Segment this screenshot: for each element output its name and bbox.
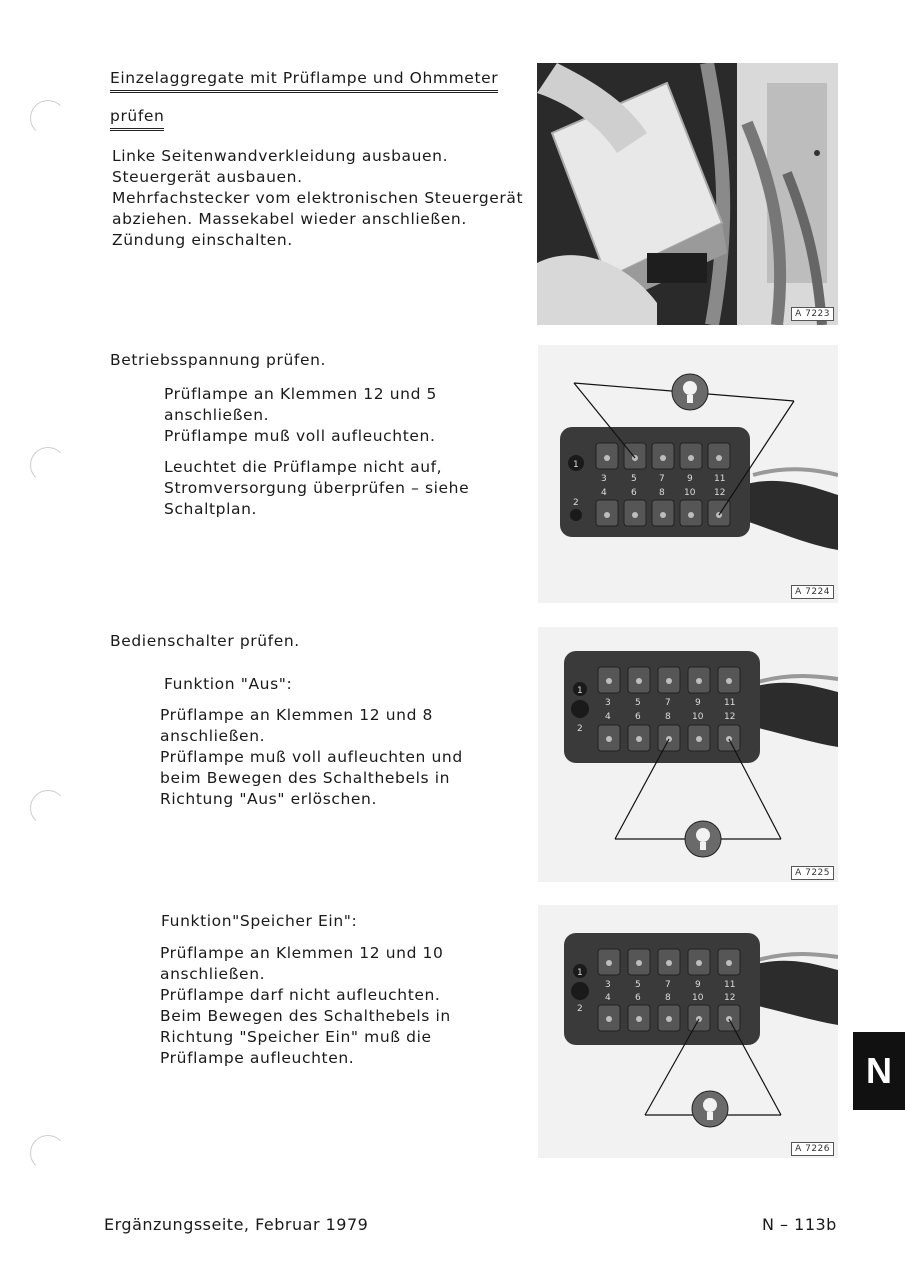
figure-control-unit-photo: [537, 63, 838, 325]
text-line: Leuchtet die Prüflampe nicht auf,: [164, 458, 443, 476]
heading-line-2: prüfen: [110, 106, 164, 131]
section-1-title: Betriebsspannung prüfen.: [110, 351, 327, 369]
connector-diagram: [538, 905, 838, 1158]
terminal-label: 12: [714, 488, 726, 498]
punch-hole-mark: [30, 790, 66, 826]
terminal-label: 3: [605, 980, 611, 990]
figure-label: A 7224: [791, 585, 834, 599]
intro-line: abziehen. Massekabel wieder anschließen.: [112, 210, 467, 228]
figure-connector-test-12-10: [538, 905, 838, 1158]
terminal-label: 9: [687, 474, 693, 484]
terminal-label: 3: [601, 474, 607, 484]
terminal-label: 3: [605, 698, 611, 708]
text-line: anschließen.: [160, 727, 266, 745]
terminal-label: 4: [605, 993, 611, 1003]
text-line: Schaltplan.: [164, 500, 258, 518]
terminal-label: 7: [665, 980, 671, 990]
terminal-label: 2: [573, 498, 579, 508]
heading-line-1: Einzelaggregate mit Prüflampe und Ohmmeter: [110, 68, 498, 93]
figure-label: A 7226: [791, 1142, 834, 1156]
connector-diagram: [538, 345, 838, 603]
figure-label: A 7223: [791, 307, 834, 321]
figure-connector-test-12-5: [538, 345, 838, 603]
terminal-label: 7: [665, 698, 671, 708]
terminal-label: 5: [631, 474, 637, 484]
text-line: Beim Bewegen des Schalthebels in: [160, 1007, 451, 1025]
intro-line: Steuergerät ausbauen.: [112, 168, 303, 186]
intro-line: Mehrfachstecker vom elektronischen Steuergerät: [112, 189, 524, 207]
footer-page-number: N – 113b: [762, 1215, 837, 1234]
text-line: anschließen.: [160, 965, 266, 983]
terminal-label: 6: [631, 488, 637, 498]
text-line: Richtung "Aus" erlöschen.: [160, 790, 378, 808]
text-line: beim Bewegen des Schalthebels in: [160, 769, 451, 787]
terminal-label: 8: [659, 488, 665, 498]
punch-hole-mark: [30, 447, 66, 483]
terminal-label: 4: [605, 712, 611, 722]
terminal-label: 9: [695, 980, 701, 990]
intro-paragraph: [112, 146, 523, 251]
terminal-label: 8: [665, 993, 671, 1003]
function-aus-title: Funktion "Aus":: [164, 675, 293, 693]
control-unit-photo-illustration: [537, 63, 838, 325]
text-line: anschließen.: [164, 406, 270, 424]
text-line: Prüflampe muß voll aufleuchten und: [160, 748, 463, 766]
terminal-label: 10: [692, 993, 704, 1003]
terminal-label: 11: [714, 474, 726, 484]
terminal-label: 11: [724, 698, 736, 708]
terminal-label: 5: [635, 698, 641, 708]
text-line: Prüflampe muß voll aufleuchten.: [164, 427, 436, 445]
section-1-paragraph-1: [164, 384, 437, 447]
function-speicher-title: Funktion"Speicher Ein":: [161, 912, 358, 930]
terminal-label: 7: [659, 474, 665, 484]
terminal-label: 10: [692, 712, 704, 722]
terminal-label: 8: [665, 712, 671, 722]
punch-hole-mark: [30, 1135, 66, 1171]
text-line: Stromversorgung überprüfen – siehe: [164, 479, 470, 497]
terminal-label: 5: [635, 980, 641, 990]
terminal-label: 11: [724, 980, 736, 990]
terminal-label: 6: [635, 712, 641, 722]
intro-line: Zündung einschalten.: [112, 231, 293, 249]
terminal-label: 1: [577, 968, 583, 978]
figure-connector-test-12-8: [538, 627, 838, 882]
footer-supplement-date: Ergänzungsseite, Februar 1979: [104, 1215, 369, 1234]
terminal-label: 2: [577, 1004, 583, 1014]
terminal-label: 2: [577, 724, 583, 734]
punch-hole-mark: [30, 100, 66, 136]
text-line: Richtung "Speicher Ein" muß die: [160, 1028, 432, 1046]
text-line: Prüflampe aufleuchten.: [160, 1049, 355, 1067]
terminal-label: 10: [684, 488, 696, 498]
terminal-label: 12: [724, 993, 736, 1003]
connector-diagram: [538, 627, 838, 882]
intro-line: Linke Seitenwandverkleidung ausbauen.: [112, 147, 449, 165]
page-heading: [110, 68, 499, 131]
terminal-label: 1: [573, 460, 579, 470]
terminal-label: 6: [635, 993, 641, 1003]
section-2-title: Bedienschalter prüfen.: [110, 632, 300, 650]
text-line: Prüflampe an Klemmen 12 und 10: [160, 944, 444, 962]
section-1-paragraph-2: [164, 457, 469, 520]
function-speicher-paragraph: [160, 943, 451, 1069]
text-line: Prüflampe darf nicht aufleuchten.: [160, 986, 441, 1004]
function-aus-paragraph: [160, 705, 463, 810]
section-tab-n: N: [853, 1032, 905, 1110]
text-line: Prüflampe an Klemmen 12 und 5: [164, 385, 437, 403]
figure-label: A 7225: [791, 866, 834, 880]
terminal-label: 1: [577, 686, 583, 696]
terminal-label: 4: [601, 488, 607, 498]
terminal-label: 12: [724, 712, 736, 722]
terminal-label: 9: [695, 698, 701, 708]
text-line: Prüflampe an Klemmen 12 und 8: [160, 706, 433, 724]
